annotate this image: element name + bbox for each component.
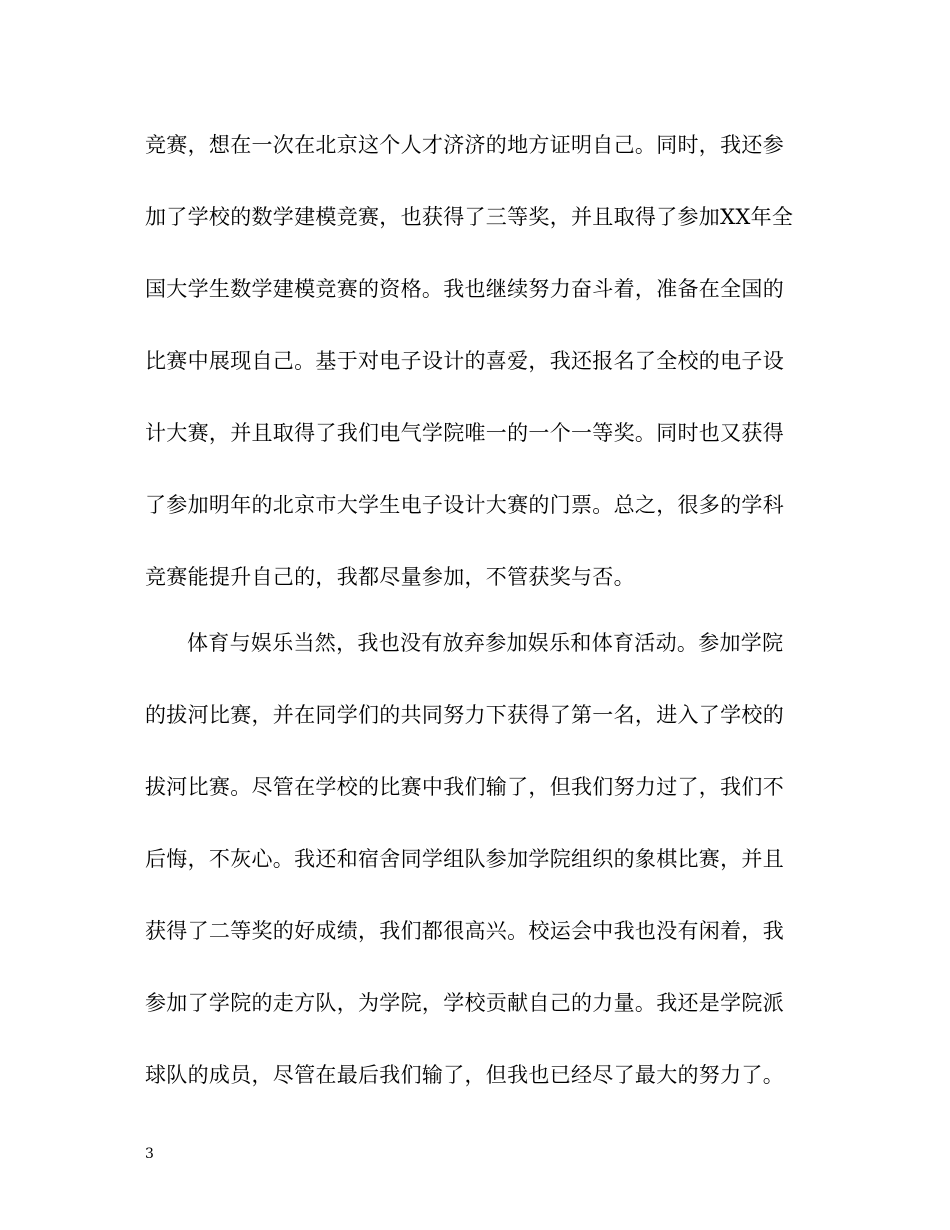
text-line: 竞赛，想在一次在北京这个人才济济的地方证明自己。同时，我还参 <box>145 133 784 157</box>
text-line: 比赛中展现自己。基于对电子设计的喜爱，我还报名了全校的电子设 <box>145 349 784 373</box>
text-line: 参加了学院的走方队，为学院，学校贡献自己的力量。我还是学院派 <box>145 991 784 1015</box>
page-number: 3 <box>145 1146 154 1162</box>
text-line-indented: 体育与娱乐当然，我也没有放弃参加娱乐和体育活动。参加学院 <box>187 631 784 655</box>
text-line: 的拔河比赛，并在同学们的共同努力下获得了第一名，进入了学校的 <box>145 703 784 727</box>
text-line: 了参加明年的北京市大学生电子设计大赛的门票。总之，很多的学科 <box>145 493 784 517</box>
text-line: 后悔，不灰心。我还和宿舍同学组队参加学院组织的象棋比赛，并且 <box>145 847 784 871</box>
text-line: 国大学生数学建模竞赛的资格。我也继续努力奋斗着，准备在全国的 <box>145 277 784 301</box>
text-line: 球队的成员，尽管在最后我们输了，但我也已经尽了最大的努力了。 <box>145 1063 784 1087</box>
text-line: 获得了二等奖的好成绩，我们都很高兴。校运会中我也没有闲着，我 <box>145 919 784 943</box>
text-line: 拔河比赛。尽管在学校的比赛中我们输了，但我们努力过了，我们不 <box>145 775 784 799</box>
text-line: 竞赛能提升自己的，我都尽量参加，不管获奖与否。 <box>145 565 635 589</box>
text-line: 加了学校的数学建模竞赛，也获得了三等奖，并且取得了参加XX年全 <box>145 205 794 229</box>
text-line: 计大赛，并且取得了我们电气学院唯一的一个一等奖。同时也又获得 <box>145 421 784 445</box>
